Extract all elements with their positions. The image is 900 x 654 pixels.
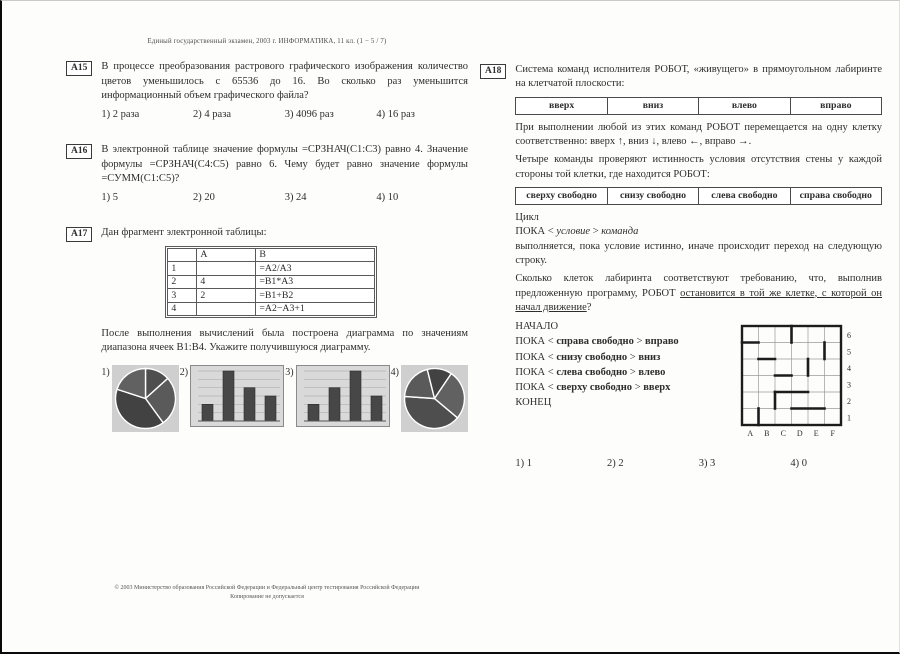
a18-question [515, 272, 882, 315]
svg-text:1: 1 [847, 413, 851, 423]
svg-text:5: 5 [847, 347, 851, 357]
page-right [480, 63, 882, 493]
question-body-a17 [101, 226, 468, 431]
diagram-option [391, 365, 468, 432]
diagram-option [101, 365, 178, 432]
answer-option: 3) 4096 раз [284, 109, 334, 121]
cycle-description: выполняется, пока условие истинно, иначе происходит переход на следующую строку. [515, 240, 882, 267]
command-cell: влево [699, 98, 790, 114]
bar-chart [296, 365, 390, 427]
loop-condition: сверху свободно [556, 382, 633, 394]
robot-checks-table [515, 187, 882, 205]
question-number-a15: А15 [66, 61, 92, 76]
table-header-row [168, 248, 375, 262]
table-cell: 1 [168, 262, 197, 276]
loop-command: вниз [638, 351, 661, 363]
svg-text:C: C [780, 429, 786, 439]
table-cell: =В1*А3 [256, 275, 375, 289]
loop-separator: > [590, 226, 602, 238]
question-a15 [66, 60, 468, 122]
program-line: КОНЕЦ [515, 397, 552, 409]
answer-option: 1) 2 раза [101, 109, 140, 121]
program-line [515, 351, 678, 365]
answer-options-a18 [515, 457, 882, 471]
a18-question-end: ? [586, 301, 592, 313]
loop-condition: справа свободно [556, 336, 634, 348]
answer-options-a16 [101, 191, 468, 205]
answer-option: 1) 5 [101, 192, 118, 204]
answer-option: 3) 24 [284, 192, 307, 204]
column-header: В [256, 248, 375, 262]
loop-command: вверх [643, 382, 671, 394]
diagram-option [285, 365, 389, 427]
answer-option: 2) 20 [193, 192, 215, 204]
question-number-a17: А17 [66, 227, 92, 242]
command-cell: снизу свободно [608, 188, 699, 204]
page-header: Единый государственный экзамен, 2003 г. ИНФОРМАТИКА, 11 кл. (1 − 5 / 7) [147, 38, 387, 45]
footer-line-1: © 2003 Министерство образования Российской Федерации и Федеральный центр тестирования Российской Федерации [114, 585, 420, 591]
footer-line-2: Копирование не допускается [230, 594, 304, 600]
cycle-label: Цикл [515, 212, 539, 224]
spreadsheet-fragment [165, 246, 377, 319]
a18-question-underlined: остановится в той же клетке, с которой он начал движение [515, 287, 882, 313]
question-a17 [66, 226, 468, 431]
table-row [168, 302, 375, 316]
svg-text:6: 6 [847, 331, 851, 341]
question-body-a15 [101, 60, 468, 122]
a18-move-description: При выполнении любой из этих команд РОБОТ перемещается на одну клетку соответственно: вверх ↑, вниз ↓, влево ←, вправо →. [515, 121, 882, 148]
command-cell: слева свободно [699, 188, 790, 204]
column-header: А [197, 248, 256, 262]
a18-intro: Система команд исполнителя РОБОТ, «живущего» в прямоугольном лабиринте на клетчатой плоскости: [515, 64, 882, 90]
bar-chart [190, 365, 284, 427]
diagram-option [180, 365, 284, 427]
question-number-a16: А16 [66, 144, 92, 159]
command-cell: вверх [516, 98, 607, 114]
svg-text:F: F [830, 429, 835, 439]
table-cell: 4 [168, 302, 197, 316]
page-left [66, 37, 468, 453]
table-cell: =А2−А3+1 [256, 302, 375, 316]
svg-text:A: A [747, 429, 754, 439]
loop-keyword: ПОКА < [515, 351, 557, 363]
loop-keyword: ПОКА < [515, 226, 557, 238]
command-cell: сверху свободно [516, 188, 607, 204]
pie-chart [112, 365, 179, 432]
answer-options-a15 [101, 108, 468, 122]
loop-separator: > [627, 366, 639, 378]
program-line [515, 366, 678, 380]
table-cell: 3 [168, 289, 197, 303]
cycle-syntax [515, 225, 882, 239]
diagram-option-label: 4) [390, 366, 399, 378]
maze-grid [736, 321, 882, 442]
table-cell: =В1+В2 [256, 289, 375, 303]
svg-text:D: D [796, 429, 803, 439]
question-a18 [480, 63, 882, 472]
loop-separator: > [627, 351, 639, 363]
loop-condition: слева свободно [556, 366, 628, 378]
program-line: НАЧАЛО [515, 321, 559, 333]
a18-check-description: Четыре команды проверяют истинность условия отсутствия стены у каждой стороны той клетки, где находится РОБОТ: [515, 154, 882, 180]
loop-separator: > [633, 336, 646, 348]
answer-option: 4) 10 [376, 192, 399, 204]
question-body-a16 [101, 143, 468, 205]
diagram-answer-options [101, 365, 468, 432]
answer-option: 3) 3 [698, 458, 716, 470]
maze-figure [736, 321, 882, 447]
loop-command: команда [601, 226, 639, 238]
column-header [168, 248, 197, 262]
table-row [168, 275, 375, 289]
program-and-maze [515, 319, 882, 447]
table-cell [197, 262, 256, 276]
a18-question-pre: Сколько клеток лабиринта соответствуют требованию, что, выполнив предложенную программу, РОБОТ [515, 273, 882, 299]
question-number-a18: А18 [480, 64, 506, 79]
command-cell: вниз [608, 98, 699, 114]
svg-text:E: E [813, 429, 819, 439]
question-intro-a17: Дан фрагмент электронной таблицы: [101, 227, 267, 239]
loop-condition: условие [556, 226, 591, 238]
program-line [515, 381, 678, 395]
answer-option: 2) 4 раза [193, 109, 231, 121]
loop-keyword: ПОКА < [515, 336, 557, 348]
loop-command: влево [638, 366, 666, 378]
answer-option: 1) 1 [515, 458, 532, 470]
command-cell: справа свободно [799, 190, 872, 202]
svg-text:B: B [764, 429, 770, 439]
svg-text:3: 3 [847, 380, 851, 390]
answer-option: 4) 16 раз [376, 109, 415, 121]
svg-text:2: 2 [847, 397, 851, 407]
loop-keyword: ПОКА < [515, 382, 557, 394]
page-footer [66, 584, 468, 602]
robot-commands-table [515, 97, 882, 115]
robot-program [515, 319, 678, 447]
loop-keyword: ПОКА < [515, 366, 557, 378]
table-cell: =А2/А3 [256, 262, 375, 276]
loop-separator: > [632, 382, 644, 394]
loop-condition: снизу свободно [556, 351, 628, 363]
table-row [168, 289, 375, 303]
diagram-option-label: 3) [285, 366, 294, 378]
pie-chart [401, 365, 468, 432]
table-cell [197, 302, 256, 316]
svg-text:4: 4 [847, 364, 851, 374]
table-cell: 2 [168, 275, 197, 289]
answer-option: 2) 2 [607, 458, 624, 470]
diagram-option-label: 1) [101, 366, 110, 378]
question-a16 [66, 143, 468, 205]
question-text-a15: В процессе преобразования растрового графического изображения количество цветов уменьшилось с 65536 до 16. Во сколько раз уменьшится информационный объем графического файла? [101, 61, 468, 101]
question-text-a16: В электронной таблице значение формулы =СРЗНАЧ(С1:С3) равно 4. Значение формулы =СРЗНАЧ(С4:С5) равно 6. Чему будет равно значение формулы =СУММ(С1:С5)? [101, 144, 468, 184]
answer-option: 4) 0 [790, 458, 807, 470]
table-cell: 4 [197, 275, 256, 289]
table-row [168, 262, 375, 276]
loop-command: вправо [645, 336, 679, 348]
question-body-a18 [515, 63, 882, 472]
table-cell: 2 [197, 289, 256, 303]
program-line [515, 335, 678, 349]
question-after-a17: После выполнения вычислений была построена диаграмма по значениям диапазона ячеек В1:В4. Укажите получившуюся диаграмму. [101, 328, 468, 354]
diagram-option-label: 2) [179, 366, 189, 378]
command-cell: вправо [820, 100, 852, 112]
spreadsheet-table [167, 248, 375, 317]
